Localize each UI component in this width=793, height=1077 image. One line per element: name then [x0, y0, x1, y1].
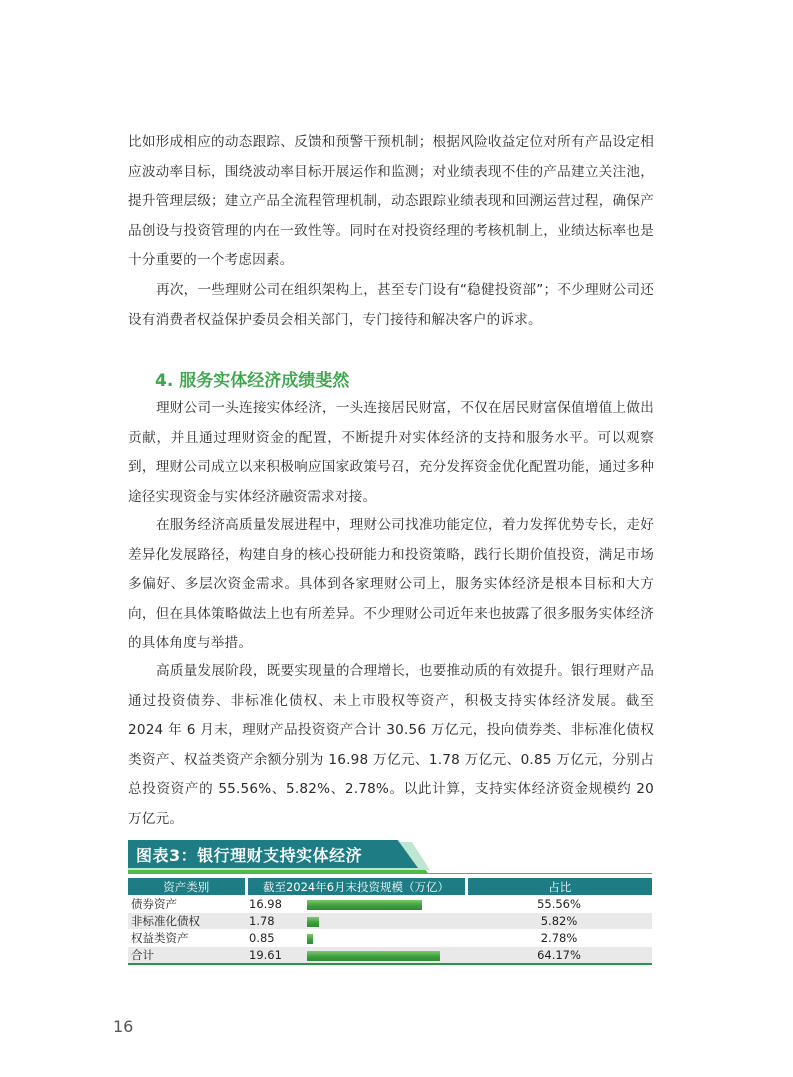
figure-table [128, 878, 652, 965]
row-category: 合计 [128, 947, 246, 965]
row-share: 64.17% [466, 947, 652, 965]
table-row-total [128, 947, 652, 965]
header-category: 资产类别 [128, 878, 246, 896]
paragraph-org-structure: 再次，一些理财公司在组织架构上，甚至专门设有“稳健投资部”；不少理财公司还设有消费者权益保护委员会相关部门，专门接待和解决客户的诉求。 [128, 282, 654, 328]
paragraph-data: 高质量发展阶段，既要实现量的合理增长，也要推动质的有效提升。银行理财产品通过投资债券、非标准化债权、未上市股权等资产，积极支持实体经济发展。截至 2024 年 6 月末，理财产品投资资产合计 30.56 万亿元，投向债券类、非标准化债权类资产、权益类资产余额分别为 16.98 万亿元、1.78 万亿元、0.85 万亿元，分别占总投资资产的 55.56%、5.82%、2.78%。以此计算，支持实体经济资金规模约 20 万亿元。 [128, 663, 654, 827]
paragraph-continued: 比如形成相应的动态跟踪、反馈和预警干预机制；根据风险收益定位对所有产品设定相应波动率目标，围绕波动率目标开展运作和监测；对业绩表现不佳的产品建立关注池，提升管理层级；建立产品全流程管理机制，动态跟踪业绩表现和回溯运营过程，确保产品创设与投资管理的内在一致性等。同时在对投资经理的考核机制上，业绩达标率也是十分重要的一个考虑因素。 [128, 134, 654, 268]
row-category: 权益类资产 [128, 930, 246, 947]
row-share: 2.78% [466, 930, 652, 947]
page-number: 16 [113, 1017, 134, 1036]
row-share: 55.56% [466, 896, 652, 913]
figure-title-band [128, 840, 652, 873]
bar-debt [307, 900, 422, 910]
row-share: 5.82% [466, 913, 652, 930]
row-value: 1.78 [246, 913, 304, 930]
figure-title: 图表3：银行理财支持实体经济 [136, 846, 363, 865]
row-category: 债券资产 [128, 896, 246, 913]
header-share: 占比 [466, 878, 652, 896]
bar-equity [307, 934, 313, 944]
row-value: 19.61 [246, 947, 304, 965]
row-value: 0.85 [246, 930, 304, 947]
paragraph-real-economy: 理财公司一头连接实体经济，一头连接居民财富，不仅在居民财富保值增值上做出贡献，并且通过理财资金的配置，不断提升对实体经济的支持和服务水平。可以观察到，理财公司成立以来积极响应国家政策号召，充分发挥资金优化配置功能，通过多种途径实现资金与实体经济融资需求对接。 [128, 400, 654, 505]
table-row [128, 930, 652, 947]
section-heading: 4. 服务实体经济成绩斐然 [155, 371, 350, 391]
paragraph-high-quality: 在服务经济高质量发展进程中，理财公司找准功能定位，着力发挥优势专长，走好差异化发展路径，构建自身的核心投研能力和投资策略，践行长期价值投资，满足市场多偏好、多层次资金需求。具体到各家理财公司上，服务实体经济是根本目标和大方向，但在具体策略做法上也有所差异。不少理财公司近年来也披露了很多服务实体经济的具体角度与举措。 [128, 517, 654, 651]
row-value: 16.98 [246, 896, 304, 913]
bar-total [307, 951, 440, 961]
table-row [128, 896, 652, 913]
table-header-row [128, 878, 652, 896]
row-category: 非标准化债权 [128, 913, 246, 930]
table-row [128, 913, 652, 930]
figure-rule [128, 873, 652, 874]
header-scale: 截至2024年6月末投资规模（万亿） [246, 878, 466, 896]
bar-non-standard [307, 917, 319, 927]
